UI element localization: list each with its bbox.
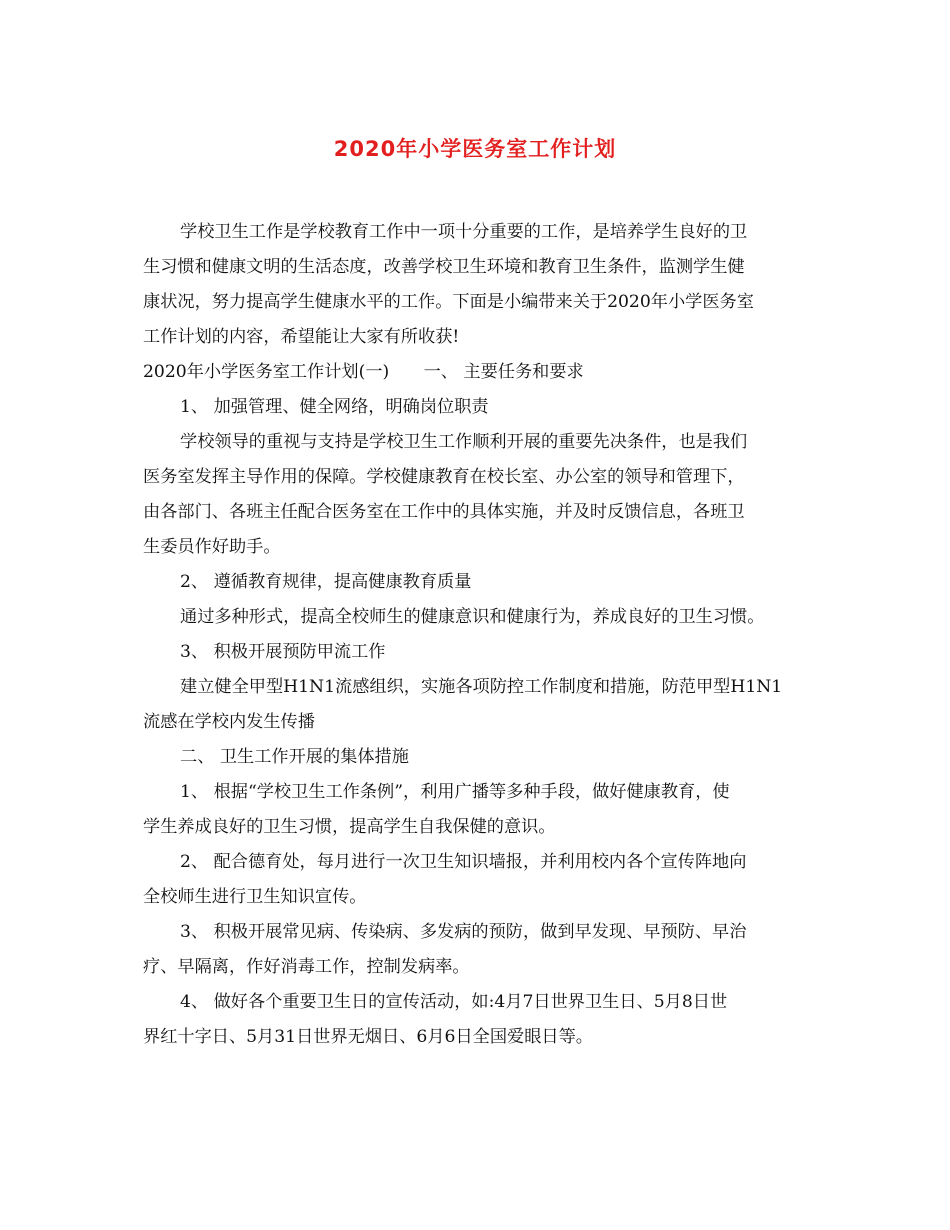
paragraph-line: 1、 根据“学校卫生工作条例”，利用广播等多种手段，做好健康教育，使 — [180, 782, 730, 802]
paragraph-line: 3、 积极开展常见病、传染病、多发病的预防，做到早发现、早预防、早治 — [180, 922, 747, 942]
paragraph-line: 建立健全甲型H1N1流感组织，实施各项防控工作制度和措施，防范甲型H1N1 — [180, 677, 783, 697]
paragraph-line: 医务室发挥主导作用的保障。学校健康教育在校长室、办公室的领导和管理下， — [143, 467, 745, 487]
subheading-line: 2、 遵循教育规律，提高健康教育质量 — [180, 572, 472, 592]
paragraph-line: 流感在学校内发生传播 — [143, 712, 315, 732]
paragraph-line: 学校卫生工作是学校教育工作中一项十分重要的工作，是培养学生良好的卫 — [180, 222, 748, 242]
section-heading-line: 二、 卫生工作开展的集体措施 — [180, 747, 409, 767]
paragraph-line: 疗、早隔离，作好消毒工作，控制发病率。 — [143, 957, 470, 977]
document-body — [143, 215, 815, 1055]
paragraph-line: 由各部门、各班主任配合医务室在工作中的具体实施，并及时反馈信息，各班卫 — [143, 502, 745, 522]
document-title: 2020年小学医务室工作计划 — [333, 137, 617, 161]
paragraph-line: 生委员作好助手。 — [143, 537, 281, 557]
paragraph-line: 全校师生进行卫生知识宣传。 — [143, 887, 367, 907]
subheading-line: 1、 加强管理、健全网络，明确岗位职责 — [180, 397, 489, 417]
section-heading-line: 2020年小学医务室工作计划(一) 一、 主要任务和要求 — [143, 362, 584, 382]
paragraph-line: 通过多种形式，提高全校师生的健康意识和健康行为，养成良好的卫生习惯。 — [180, 607, 765, 627]
paragraph-line: 界红十字日、5月31日世界无烟日、6月6日全国爱眼日等。 — [143, 1027, 593, 1047]
paragraph-line: 学生养成良好的卫生习惯，提高学生自我保健的意识。 — [143, 817, 556, 837]
paragraph-line: 学校领导的重视与支持是学校卫生工作顺利开展的重要先决条件，也是我们 — [180, 432, 748, 452]
paragraph-line: 生习惯和健康文明的生活态度，改善学校卫生环境和教育卫生条件，监测学生健 — [143, 257, 745, 277]
subheading-line: 3、 积极开展预防甲流工作 — [180, 642, 386, 662]
paragraph-line: 康状况，努力提高学生健康水平的工作。下面是小编带来关于2020年小学医务室 — [143, 292, 754, 312]
paragraph-line: 工作计划的内容，希望能让大家有所收获! — [143, 327, 460, 347]
paragraph-line: 2、 配合德育处，每月进行一次卫生知识墙报，并利用校内各个宣传阵地向 — [180, 852, 747, 872]
paragraph-line: 4、 做好各个重要卫生日的宣传活动，如:4月7日世界卫生日、5月8日世 — [180, 992, 728, 1012]
